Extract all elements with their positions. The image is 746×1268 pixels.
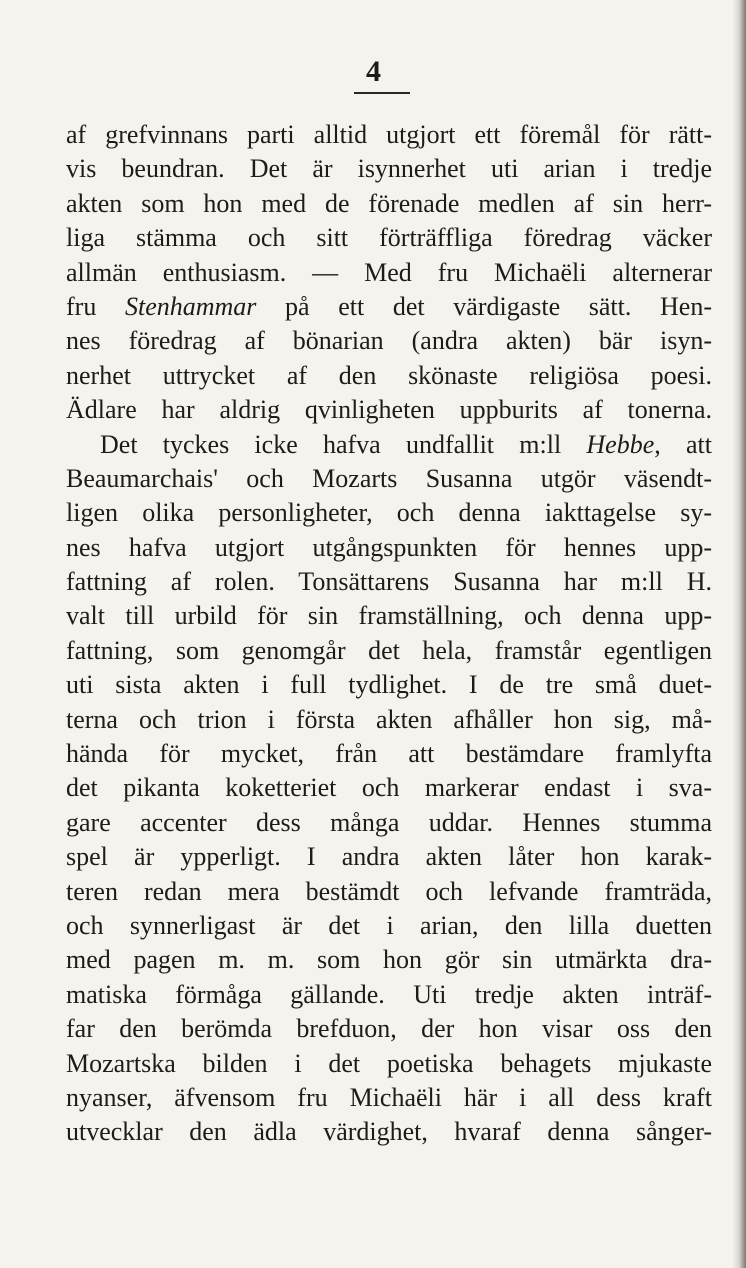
text-segment: , att — [654, 429, 712, 459]
text-line — [66, 978, 712, 1012]
text-line — [66, 221, 712, 255]
italic-name: Stenhammar — [124, 291, 257, 321]
text-line — [66, 462, 712, 496]
text-line — [66, 1081, 712, 1115]
text-segment: teren redan mera bestämdt och lefvande framträda, — [66, 876, 712, 906]
text-segment: och synnerligast är det i arian, den lilla duetten — [66, 910, 712, 940]
text-segment: fattning, som genomgår det hela, framstår egentligen — [66, 635, 712, 665]
text-segment: nerhet uttrycket af den skönaste religiösa poesi. — [66, 360, 712, 390]
text-segment: valt till urbild för sin framställning, och denna upp- — [66, 601, 712, 631]
text-segment: gare accenter dess många uddar. Hennes stumma — [66, 807, 712, 837]
text-segment: matiska förmåga gällande. Uti tredje akten inträf- — [66, 979, 712, 1009]
text-line — [66, 428, 712, 462]
text-line — [66, 703, 712, 737]
text-segment: hända för mycket, från att bestämdare framlyfta — [66, 739, 712, 769]
text-line — [66, 565, 712, 599]
text-line — [66, 152, 712, 186]
text-line — [66, 324, 712, 358]
text-segment: fru — [66, 291, 125, 321]
text-segment: liga stämma och sitt förträffliga föredrag väcker — [66, 223, 712, 253]
text-segment: af grefvinnans parti alltid utgjort ett föremål för rätt- — [66, 120, 712, 149]
text-line — [66, 909, 712, 943]
text-segment: det pikanta koketteriet och markerar endast i sva- — [66, 773, 712, 803]
text-segment: terna och trion i första akten afhåller hon sig, må- — [66, 704, 712, 734]
text-line — [66, 118, 712, 152]
text-segment: Det tyckes icke hafva undfallit m:ll — [100, 429, 587, 459]
text-line — [66, 256, 712, 290]
italic-name: Hebbe — [586, 429, 655, 459]
page-number: 4 — [366, 55, 381, 88]
text-segment: akten som hon med de förenade medlen af sin herr- — [66, 188, 712, 218]
text-segment: nes hafva utgjort utgångspunkten för hennes upp- — [66, 532, 712, 562]
text-segment: fattning af rolen. Tonsättarens Susanna har m:ll H. — [66, 567, 712, 597]
text-line — [66, 943, 712, 977]
text-line — [66, 531, 712, 565]
text-segment: Ädlare har aldrig qvinligheten uppburits af tonerna. — [66, 395, 712, 425]
text-segment: nyanser, äfvensom fru Michaëli här i all dess kraft — [66, 1082, 712, 1112]
text-line — [66, 290, 712, 324]
page-edge-shadow — [732, 0, 746, 1268]
text-segment: ligen olika personligheter, och denna iakttagelse sy- — [66, 498, 712, 528]
text-segment: spel är ypperligt. I andra akten låter hon karak- — [66, 842, 712, 872]
text-line — [66, 599, 712, 633]
text-segment: Beaumarchais' och Mozarts Susanna utgör väsendt- — [66, 463, 712, 493]
text-line — [66, 1047, 712, 1081]
text-line — [66, 1012, 712, 1046]
text-segment: allmän enthusiasm. — Med fru Michaëli alternerar — [66, 257, 712, 287]
text-segment: Mozartska bilden i det poetiska behagets mjukaste — [66, 1048, 712, 1078]
text-line — [66, 737, 712, 771]
text-segment: utvecklar den ädla värdighet, hvaraf denna sånger- — [66, 1117, 712, 1147]
text-line — [66, 359, 712, 393]
text-line — [66, 771, 712, 805]
text-line — [66, 840, 712, 874]
text-segment: uti sista akten i full tydlighet. I de tre små duet- — [66, 670, 712, 700]
text-segment: nes föredrag af bönarian (andra akten) bär isyn- — [66, 326, 712, 356]
text-line — [66, 668, 712, 702]
text-line — [66, 393, 712, 427]
text-line — [66, 496, 712, 530]
text-line — [66, 806, 712, 840]
text-line — [66, 1115, 712, 1149]
text-segment: på ett det värdigaste sätt. Hen- — [256, 291, 712, 321]
text-line — [66, 634, 712, 668]
body-text — [66, 118, 712, 1150]
text-segment: med pagen m. m. som hon gör sin utmärkta dra- — [66, 945, 712, 975]
text-line — [66, 875, 712, 909]
text-line — [66, 187, 712, 221]
text-segment: far den berömda brefduon, der hon visar oss den — [66, 1014, 712, 1044]
page-number-rule — [354, 92, 410, 94]
text-segment: vis beundran. Det är isynnerhet uti arian i tredje — [66, 154, 712, 184]
